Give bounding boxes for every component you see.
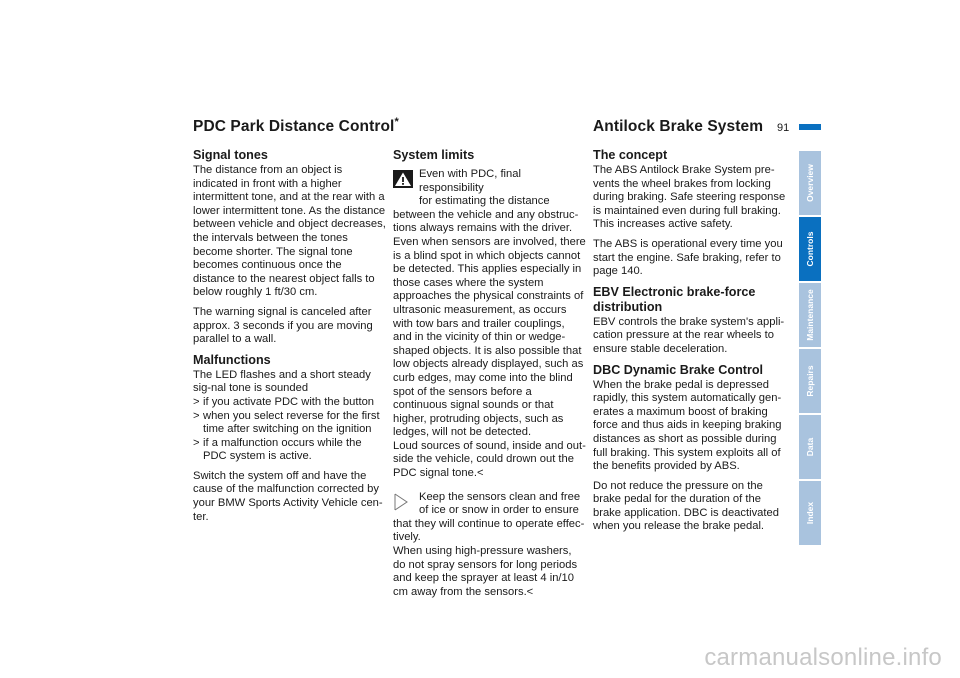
heading-malfunctions: Malfunctions — [193, 352, 271, 367]
paragraph: The LED flashes and a short steady sig-nal tone is sounded — [193, 368, 371, 395]
note-line-2: of ice or snow in order to ensure — [419, 504, 579, 517]
tab-index[interactable]: Index — [799, 481, 821, 545]
column-system-limits — [393, 148, 586, 599]
heading-dbc: DBC Dynamic Brake Control — [593, 362, 764, 377]
heading-signal-tones: Signal tones — [193, 148, 268, 162]
heading-ebv: EBV Electronic brake-force distribution — [593, 284, 756, 314]
list-item: > if a malfunction occurs while the PDC system is active. — [193, 437, 386, 464]
paragraph: Switch the system off and have the cause of the malfunction corrected by your BMW Sports Activity Vehicle cen-ter. — [193, 469, 383, 523]
info-note — [393, 491, 586, 600]
tab-data[interactable]: Data — [799, 415, 821, 479]
paragraph: The warning signal is canceled after approx. 3 seconds if you are moving parallel to a wall. — [193, 305, 373, 346]
note-line-1: Keep the sensors clean and free — [419, 490, 581, 503]
column-pdc-signals — [193, 148, 386, 530]
warning-note — [393, 168, 586, 481]
page-number-bar — [799, 124, 821, 130]
tab-overview[interactable]: Overview — [799, 151, 821, 215]
note-text-2: When using high-pressure washers, do not spray sensors for long periods and keep the sprayer at least 4 in/10 cm away from the sensors.< — [393, 545, 578, 598]
end-mark: < — [526, 585, 534, 598]
warning-text: between the vehicle and any obstruc-tions always remains with the driver. Even when sensors are involved, there is a blind spot in which objects cannot be detected. This applies especially in those cases where the system approaches the physical constraints of ultrasonic measurement, as occurs with tow bars and trailer couplings, and in the vicinity of thin or wedge-shaped objects. It is also possible that low objects already displayed, such as curb edges, may come into the blind spot of the sensors before a continuous signal sounds or that higher, protruding objects, such as ledges, will not be detected. — [393, 208, 586, 439]
tab-maintenance[interactable]: Maintenance — [799, 283, 821, 347]
note-text: that they will continue to operate effec-tively. — [393, 517, 585, 544]
end-mark: < — [476, 467, 484, 480]
watermark: carmanualsonline.info — [704, 644, 942, 671]
heading-system-limits: System limits — [393, 148, 475, 162]
tab-repairs[interactable]: Repairs — [799, 349, 821, 413]
page-number: 91 — [777, 122, 790, 134]
paragraph: The ABS Antilock Brake System pre-vents the wheel brakes from locking during braking. Safe steering response is maintained even during full braking. This increases active safety. — [593, 164, 786, 231]
paragraph: The ABS is operational every time you start the engine. Safe braking, refer to page 140. — [593, 237, 783, 278]
paragraph: Do not reduce the pressure on the brake pedal for the duration of the brake application. DBC is deactivated when you release the brake pedal. — [593, 479, 779, 533]
list-item: > when you select reverse for the first time after switching on the ignition — [193, 410, 386, 437]
paragraph: EBV controls the brake system's appli-cation pressure at the rear wheels to ensure stable deceleration. — [593, 315, 785, 355]
heading-concept: The concept — [593, 148, 668, 162]
note-pointer-icon — [393, 493, 413, 511]
warning-triangle-icon — [393, 170, 413, 188]
optional-equipment-mark: * — [394, 116, 399, 128]
right-page-title: Antilock Brake System — [593, 118, 764, 135]
warning-line-2: for estimating the distance — [419, 195, 550, 208]
warning-text-2: Loud sources of sound, inside and out-side the vehicle, could drown out the PDC signal tone.< — [393, 439, 586, 480]
tab-controls[interactable]: Controls — [799, 217, 821, 281]
left-page-title: PDC Park Distance Control* — [193, 116, 399, 135]
warning-line-1: Even with PDC, final responsibility — [419, 168, 521, 194]
column-abs — [593, 148, 786, 540]
list-item: > if you activate PDC with the button — [193, 396, 386, 410]
paragraph: The distance from an object is indicated in front with a higher intermittent tone, and at the rear with a lower intermittent tone. As the distance between vehicle and object decreases, the intervals between the tones become shorter. The signal tone becomes continuous once the distance to the nearest object falls to below roughly 1 ft/30 cm. — [193, 164, 386, 299]
malfunction-list — [193, 396, 386, 464]
paragraph: When the brake pedal is depressed rapidly, this system automatically gen-erates a maximum boost of braking force and thus aids in keeping braking distances as short as possible during full braking. This system exploits all of the benefits provided by ABS. — [593, 378, 782, 473]
